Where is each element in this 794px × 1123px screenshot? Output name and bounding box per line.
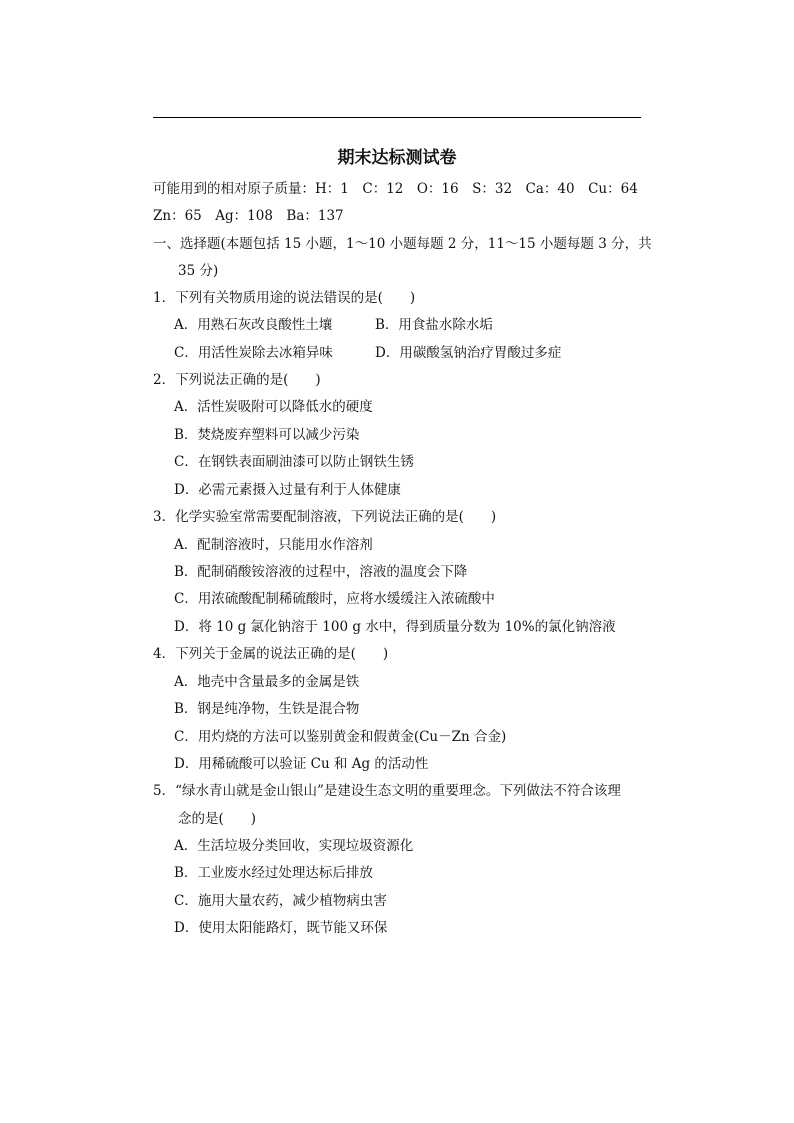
question-5-option-c: C．施用大量农药，减少植物病虫害 bbox=[174, 893, 387, 909]
question-2-option-c: C．在钢铁表面刷油漆可以防止钢铁生锈 bbox=[174, 454, 414, 470]
question-3-option-a: A．配制溶液时，只能用水作溶剂 bbox=[174, 537, 373, 553]
atomic-mass-line-2: Zn：65 Ag：108 Ba：137 bbox=[153, 208, 344, 224]
question-5-option-d: D．使用太阳能路灯，既节能又环保 bbox=[174, 920, 388, 936]
question-1-option-d: D．用碳酸氢钠治疗胃酸过多症 bbox=[375, 345, 562, 361]
question-3-option-b: B．配制硝酸铵溶液的过程中，溶液的温度会下降 bbox=[174, 564, 468, 580]
question-5-option-a: A．生活垃圾分类回收，实现垃圾资源化 bbox=[174, 838, 414, 854]
question-1-option-b: B．用食盐水除水垢 bbox=[375, 317, 493, 333]
question-1-stem: 1．下列有关物质用途的说法错误的是( ) bbox=[153, 290, 416, 306]
question-4-option-b: B．钢是纯净物，生铁是混合物 bbox=[174, 701, 360, 717]
question-2-option-b: B．焚烧废弃塑料可以减少污染 bbox=[174, 427, 360, 443]
section-heading-line-2: 35 分) bbox=[178, 263, 219, 279]
question-4-option-c: C．用灼烧的方法可以鉴别黄金和假黄金(Cu－Zn 合金) bbox=[174, 729, 507, 745]
question-2-option-a: A．活性炭吸附可以降低水的硬度 bbox=[174, 399, 373, 415]
question-3-option-c: C．用浓硫酸配制稀硫酸时，应将水缓缓注入浓硫酸中 bbox=[174, 591, 495, 607]
question-1-option-a: A．用熟石灰改良酸性土壤 bbox=[174, 317, 333, 333]
question-4-stem: 4．下列关于金属的说法正确的是( ) bbox=[153, 646, 389, 662]
question-4-option-d: D．用稀硫酸可以验证 Cu 和 Ag 的活动性 bbox=[174, 756, 429, 772]
question-1-option-c: C．用活性炭除去冰箱异味 bbox=[174, 345, 333, 361]
question-3-stem: 3．化学实验室常需要配制溶液，下列说法正确的是( ) bbox=[153, 509, 497, 525]
section-heading-line-1: 一、选择题(本题包括 15 小题，1～10 小题每题 2 分，11～15 小题每题 3 分，共 bbox=[153, 236, 652, 252]
header-rule bbox=[153, 117, 641, 118]
question-4-option-a: A．地壳中含量最多的金属是铁 bbox=[174, 674, 360, 690]
question-2-stem: 2．下列说法正确的是( ) bbox=[153, 372, 321, 388]
question-5-option-b: B．工业废水经过处理达标后排放 bbox=[174, 865, 373, 881]
question-2-option-d: D．必需元素摄入过量有利于人体健康 bbox=[174, 482, 401, 498]
question-3-option-d: D．将 10 g 氯化钠溶于 100 g 水中，得到质量分数为 10%的氯化钠溶液 bbox=[174, 619, 616, 635]
atomic-mass-line-1: 可能用到的相对原子质量：H：1 C：12 O：16 S：32 Ca：40 Cu：64 bbox=[153, 181, 638, 197]
question-5-stem-line-2: 念的是( ) bbox=[178, 811, 257, 827]
page-title: 期末达标测试卷 bbox=[337, 148, 457, 168]
question-5-stem: 5．“绿水青山就是金山银山”是建设生态文明的重要理念。下列做法不符合该理 bbox=[153, 783, 621, 799]
